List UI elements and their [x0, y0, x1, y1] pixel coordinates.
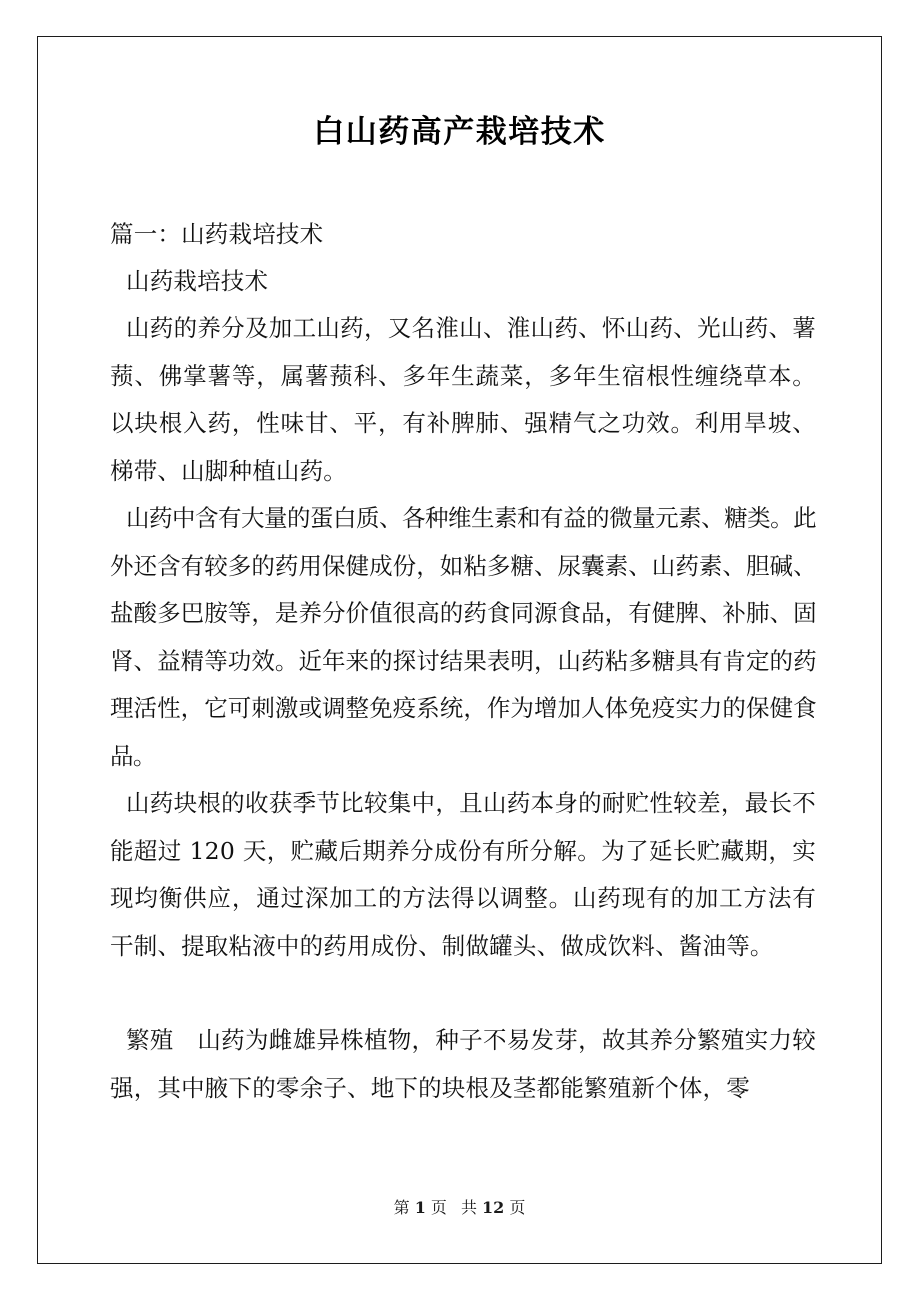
footer-page-suffix: 页: [430, 1198, 447, 1217]
footer-total-suffix: 页: [509, 1198, 526, 1217]
footer-page-number: 1: [414, 1198, 426, 1217]
page-title: 白山药高产栽培技术: [313, 114, 606, 150]
footer-page-prefix: 第: [393, 1198, 410, 1217]
paragraph-propagation: 繁殖 山药为雌雄异株植物，种子不易发芽，故其养分繁殖实力较强，其中腋下的零余子、地下的块根及茎都能繁殖新个体，零: [110, 1026, 816, 1102]
paragraph-introduction: 山药的养分及加工山药，又名淮山、淮山药、怀山药、光山药、薯蓣、佛掌薯等，属薯蓣科、多年生蔬菜，多年生宿根性缠绕草本。以块根入药，性味甘、平，有补脾肺、强精气之功效。利用旱坡、梯带、山脚种植山药。: [110, 314, 816, 485]
paragraph-storage-processing: 山药块根的收获季节比较集中，且山药本身的耐贮性较差，最长不能超过 120 天，贮藏后期养分成份有所分解。为了延长贮藏期，实现均衡供应，通过深加工的方法得以调整。山药现有的加工方法有干制、提取粘液中的药用成份、制做罐头、做成饮料、酱油等。: [110, 789, 816, 960]
paragraph-section-heading: 篇一：山药栽培技术: [110, 220, 324, 248]
footer-total-pages: 12: [482, 1198, 505, 1217]
paragraph-nutrition: 山药中含有大量的蛋白质、各种维生素和有益的微量元素、糖类。此外还含有较多的药用保健成份，如粘多糖、尿囊素、山药素、胆碱、盐酸多巴胺等，是养分价值很高的药食同源食品，有健脾、补肺、固肾、益精等功效。近年来的探讨结果表明，山药粘多糖具有肯定的药理活性，它可刺激或调整免疫系统，作为增加人体免疫实力的保健食品。: [110, 504, 816, 770]
page-footer: [37, 1196, 882, 1220]
paragraph-subtitle: 山药栽培技术: [126, 267, 269, 295]
footer-total-prefix: 共: [460, 1198, 477, 1217]
